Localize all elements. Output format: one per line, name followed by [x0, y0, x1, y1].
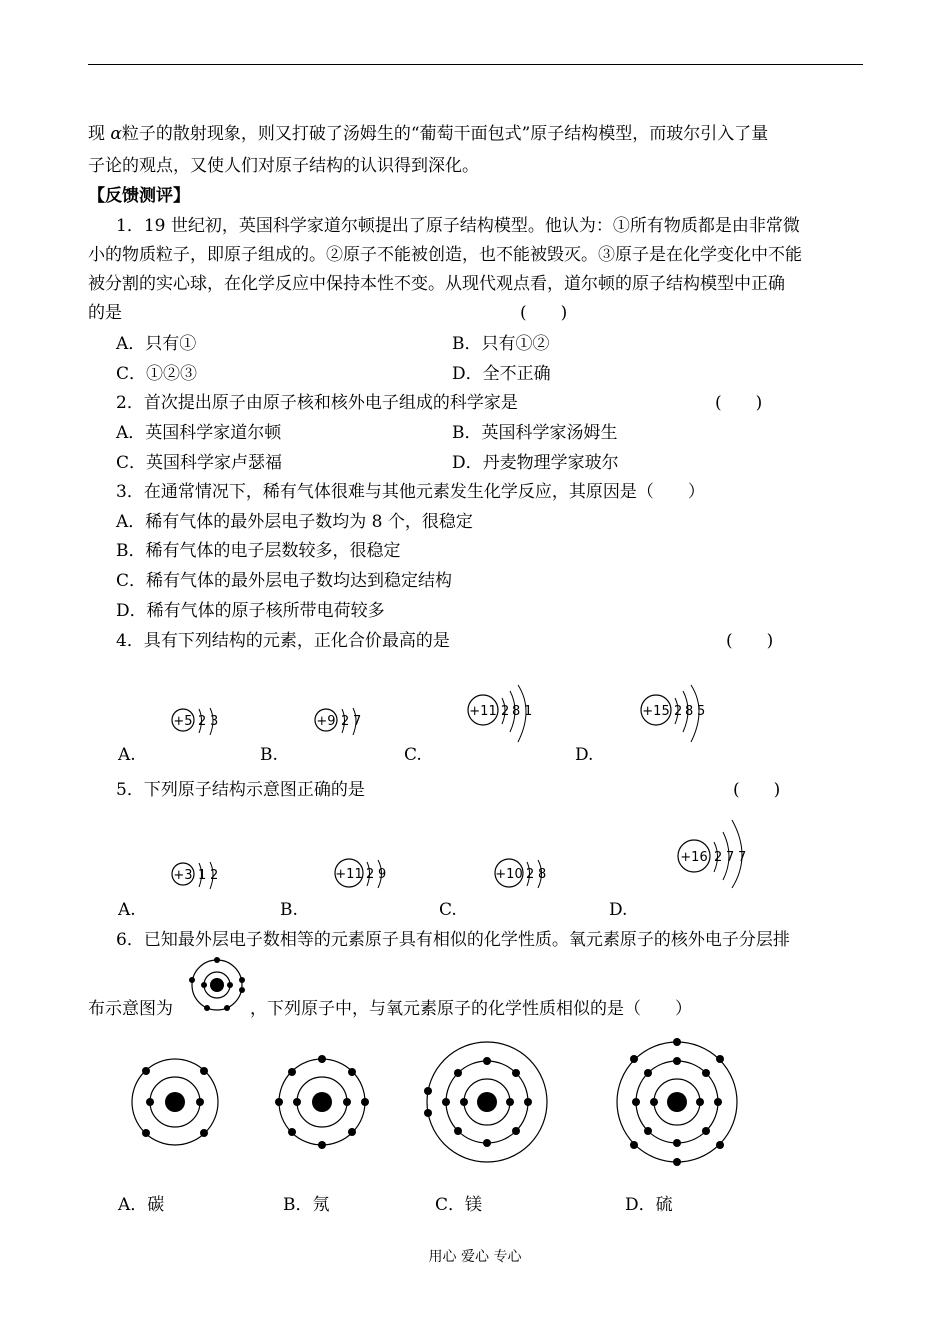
shell-count: 9 — [378, 867, 387, 882]
electron-dot — [630, 1055, 638, 1063]
q6-diagram-a — [128, 1055, 222, 1149]
electron-dot — [483, 1057, 491, 1065]
q1-option-b: B．只有①② — [452, 334, 550, 354]
nucleus-dot — [312, 1092, 332, 1112]
q5-label-c: C. — [439, 900, 457, 920]
electron-dot — [512, 1127, 520, 1135]
q6-option-d: D．硫 — [625, 1195, 673, 1215]
q4-stem: 4．具有下列结构的元素，正化合价最高的是 — [116, 631, 450, 651]
shell-count: 7 — [353, 714, 362, 729]
q4-label-d: D. — [575, 745, 594, 765]
q3-option-d: D．稀有气体的原子核所带电荷较多 — [116, 601, 385, 621]
q4-diagram-d — [639, 684, 729, 748]
electron-dot — [714, 1098, 722, 1106]
nucleus-charge: +16 — [680, 850, 708, 865]
shell-count: 2 — [198, 714, 207, 729]
q4-answer-paren: ( ) — [726, 631, 774, 651]
shell-count: 1 — [524, 704, 533, 719]
electron-dot — [239, 987, 245, 993]
q5-label-b: B. — [280, 900, 298, 920]
electron-dot — [673, 1158, 681, 1166]
q5-diagram-a — [170, 859, 230, 895]
electron-dot — [506, 1098, 514, 1106]
q4-diagram-a — [170, 705, 230, 741]
q6-option-c: C．镁 — [435, 1195, 483, 1215]
electron-dot — [644, 1127, 652, 1135]
q1-option-a: A．只有① — [116, 334, 197, 354]
shell-count: 8 — [538, 867, 547, 882]
q5-diagram-c — [493, 857, 563, 895]
electron-dot — [424, 1109, 432, 1117]
q5-label-d: D. — [609, 900, 628, 920]
electron-dot — [716, 1055, 724, 1063]
electron-dot — [361, 1098, 369, 1106]
q2-option-c: C．英国科学家卢瑟福 — [116, 453, 283, 473]
q6-diagram-c — [424, 1039, 550, 1165]
shell-count: 5 — [697, 704, 706, 719]
q6-diagram-d — [614, 1039, 740, 1165]
q3-option-c: C．稀有气体的最外层电子数均达到稳定结构 — [116, 571, 453, 591]
electron-dot — [214, 957, 220, 963]
nucleus-charge: +3 — [173, 868, 193, 883]
electron-dot — [650, 1098, 658, 1106]
q2-stem: 2．首次提出原子由原子核和核外电子组成的科学家是 — [116, 393, 518, 413]
electron-dot — [702, 1069, 710, 1077]
electron-dot — [632, 1098, 640, 1106]
q5-label-a: A. — [118, 900, 136, 920]
electron-dot — [673, 1139, 681, 1147]
q3-option-a: A．稀有气体的最外层电子数均为 8 个，很稳定 — [116, 512, 473, 532]
electron-dot — [702, 1127, 710, 1135]
shell-count: 2 — [341, 714, 350, 729]
q5-answer-paren: ( ) — [733, 780, 781, 800]
electron-dot — [204, 1005, 210, 1011]
electron-dot — [348, 1068, 356, 1076]
nucleus-dot — [210, 978, 224, 992]
shell-count: 8 — [685, 704, 694, 719]
q6-line-2-post: ，下列原子中，与氧元素原子的化学性质相似的是（ ） — [250, 999, 692, 1019]
shell-count: 2 — [210, 868, 219, 883]
q1-line-3: 被分割的实心球，在化学反应中保持本性不变。从现代观点看，道尔顿的原子结构模型中正确 — [88, 274, 785, 294]
nucleus-dot — [667, 1092, 687, 1112]
nucleus-dot — [165, 1092, 185, 1112]
nucleus-dot — [477, 1092, 497, 1112]
q1-answer-paren: ( ) — [520, 303, 568, 323]
electron-dot — [224, 1005, 230, 1011]
q1-line-1: 1．19 世纪初，英国科学家道尔顿提出了原子结构模型。他认为：①所有物质都是由非常微 — [116, 216, 800, 236]
electron-dot — [442, 1098, 450, 1106]
nucleus-charge: +15 — [642, 704, 670, 719]
electron-dot — [644, 1069, 652, 1077]
q5-diagram-b — [333, 857, 403, 895]
nucleus-charge: +9 — [316, 714, 336, 729]
q2-option-d: D．丹麦物理学家玻尔 — [452, 453, 619, 473]
section-title: 【反馈测评】 — [88, 186, 190, 206]
q1-option-c: C．①②③ — [116, 364, 198, 384]
electron-dot — [275, 1098, 283, 1106]
shell-count: 2 — [526, 867, 535, 882]
q5-stem: 5．下列原子结构示意图正确的是 — [116, 780, 365, 800]
shell-count: 7 — [726, 850, 735, 865]
q4-diagram-b — [313, 705, 373, 741]
q5-diagram-d — [676, 818, 771, 890]
electron-dot — [673, 1038, 681, 1046]
shell-count: 2 — [674, 704, 683, 719]
q6-diagram-b — [275, 1055, 369, 1149]
electron-dot — [716, 1141, 724, 1149]
electron-dot — [196, 1098, 204, 1106]
q2-answer-paren: ( ) — [715, 393, 763, 413]
electron-dot — [454, 1069, 462, 1077]
q2-option-b: B．英国科学家汤姆生 — [452, 423, 618, 443]
electron-dot — [424, 1087, 432, 1095]
electron-dot — [288, 1068, 296, 1076]
q6-line-2-pre: 布示意图为 — [88, 999, 173, 1019]
electron-dot — [318, 1141, 326, 1149]
q3-stem: 3．在通常情况下，稀有气体很难与其他元素发生化学反应，其原因是（ ） — [116, 482, 705, 502]
oxygen-atom-diagram — [187, 955, 247, 1015]
shell-count: 2 — [366, 867, 375, 882]
electron-dot — [673, 1057, 681, 1065]
nucleus-charge: +11 — [335, 867, 363, 882]
electron-dot — [142, 1129, 150, 1137]
electron-dot — [512, 1069, 520, 1077]
electron-dot — [293, 1098, 301, 1106]
q6-option-b: B．氖 — [283, 1195, 330, 1215]
q3-option-b: B．稀有气体的电子层数较多，很稳定 — [116, 541, 401, 561]
shell-count: 8 — [512, 704, 521, 719]
q4-label-b: B. — [260, 745, 278, 765]
q2-option-a: A．英国科学家道尔顿 — [116, 423, 282, 443]
electron-dot — [200, 1067, 208, 1075]
electron-dot — [696, 1098, 704, 1106]
shell-count: 7 — [738, 850, 747, 865]
alpha-symbol: α — [110, 124, 122, 144]
shell-count: 2 — [714, 850, 723, 865]
q4-label-c: C. — [404, 745, 422, 765]
intro-line-1 — [88, 119, 768, 149]
intro-line-1-post: 粒子的散射现象，则又打破了汤姆生的“葡萄干面包式”原子结构模型，而玻尔引入了量 — [121, 124, 769, 144]
intro-line-1-pre: 现 — [88, 124, 111, 144]
q6-line-1: 6．已知最外层电子数相等的元素原子具有相似的化学性质。氧元素原子的核外电子分层排 — [116, 930, 790, 950]
header-rule — [88, 64, 863, 65]
electron-dot — [146, 1098, 154, 1106]
electron-dot — [348, 1128, 356, 1136]
shell-count: 3 — [210, 714, 219, 729]
electron-dot — [201, 982, 207, 988]
nucleus-charge: +11 — [469, 704, 497, 719]
q1-line-2: 小的物质粒子，即原子组成的。②原子不能被创造，也不能被毁灭。③原子是在化学变化中不能 — [88, 245, 802, 265]
electron-dot — [200, 1129, 208, 1137]
q4-diagram-c — [466, 684, 556, 748]
electron-dot — [343, 1098, 351, 1106]
q4-label-a: A. — [118, 745, 136, 765]
electron-dot — [524, 1098, 532, 1106]
q1-line-4: 的是 — [88, 303, 122, 323]
electron-dot — [189, 977, 195, 983]
electron-dot — [318, 1055, 326, 1063]
electron-dot — [483, 1139, 491, 1147]
electron-dot — [227, 982, 233, 988]
electron-dot — [142, 1067, 150, 1075]
nucleus-charge: +5 — [173, 714, 193, 729]
q6-option-a: A．碳 — [118, 1195, 165, 1215]
shell-count: 1 — [198, 868, 207, 883]
electron-dot — [288, 1128, 296, 1136]
nucleus-charge: +10 — [495, 867, 523, 882]
electron-dot — [460, 1098, 468, 1106]
electron-dot — [239, 977, 245, 983]
intro-line-2: 子论的观点，又使人们对原子结构的认识得到深化。 — [88, 156, 479, 176]
shell-count: 2 — [501, 704, 510, 719]
electron-dot — [630, 1141, 638, 1149]
q1-option-d: D．全不正确 — [452, 364, 551, 384]
electron-dot — [454, 1127, 462, 1135]
page-footer: 用心 爱心 专心 — [428, 1249, 522, 1265]
